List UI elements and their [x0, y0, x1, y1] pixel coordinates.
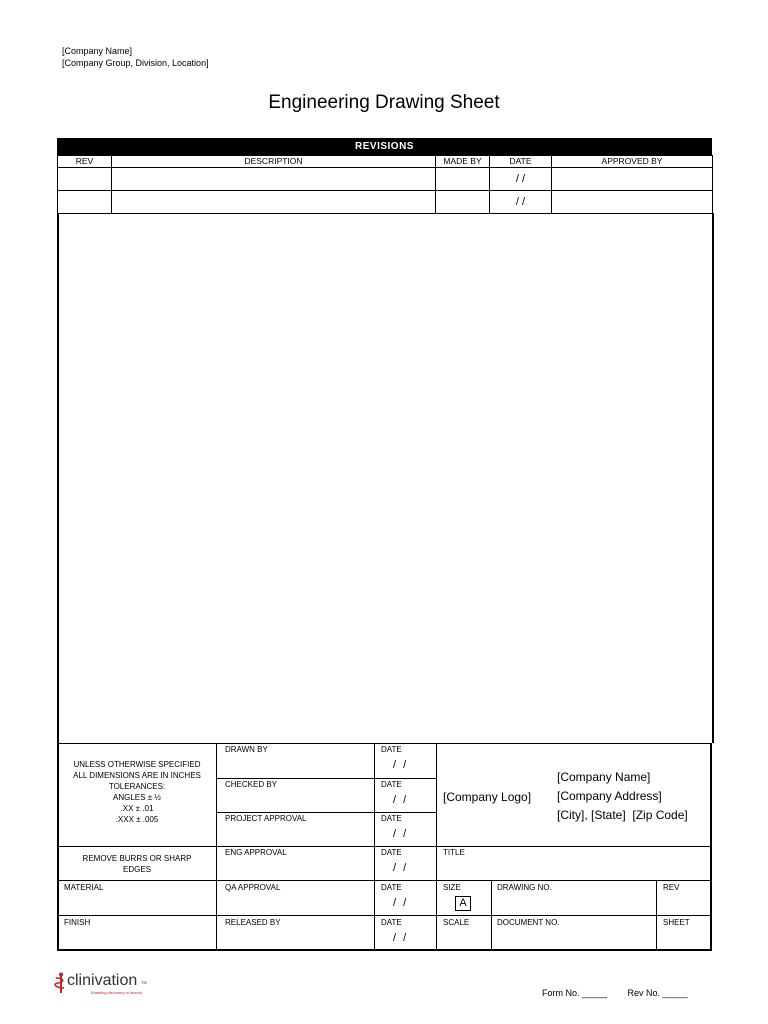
released-by-label: RELEASED BY: [225, 918, 281, 927]
form-number: Form No. _____: [542, 988, 608, 998]
rev-label: REV: [663, 883, 680, 892]
description-cell[interactable]: [112, 168, 436, 191]
drawn-by-label: DRAWN BY: [225, 745, 268, 754]
col-made-by: MADE BY: [436, 156, 490, 168]
company-group: [Company Group, Division, Location]: [62, 58, 209, 68]
brand-tm: TM: [141, 980, 147, 985]
date-field[interactable]: / /: [393, 897, 409, 909]
col-date: DATE: [490, 156, 552, 168]
col-approved-by: APPROVED BY: [552, 156, 713, 168]
date-field[interactable]: / /: [393, 794, 409, 806]
date-label: DATE: [381, 814, 402, 823]
size-value: A: [455, 896, 471, 911]
date-cell[interactable]: / /: [490, 168, 552, 191]
approved-by-cell[interactable]: [552, 191, 713, 214]
company-name-block: [Company Name]: [557, 770, 651, 784]
company-name: [Company Name]: [62, 46, 133, 56]
brand-tagline: Enabling discovery to launch: [91, 990, 142, 995]
date-cell[interactable]: / /: [490, 191, 552, 214]
scale-label: SCALE: [443, 918, 470, 927]
date-field[interactable]: / /: [393, 862, 409, 874]
col-description: DESCRIPTION: [112, 156, 436, 168]
sheet-label: SHEET: [663, 918, 690, 927]
qa-approval-label: QA APPROVAL: [225, 883, 281, 892]
col-rev: REV: [58, 156, 112, 168]
date-label: DATE: [381, 848, 402, 857]
date-label: DATE: [381, 745, 402, 754]
table-row: [58, 191, 713, 214]
company-address-block: [Company Address]: [557, 789, 662, 803]
document-no-label: DOCUMENT NO.: [497, 918, 560, 927]
project-approval-label: PROJECT APPROVAL: [225, 814, 307, 823]
made-by-cell[interactable]: [436, 191, 490, 214]
date-field[interactable]: / /: [393, 828, 409, 840]
title-block: [57, 743, 712, 951]
table-row: [58, 168, 713, 191]
date-label: DATE: [381, 918, 402, 927]
burrs-note: REMOVE BURRS OR SHARP EDGES: [82, 854, 192, 874]
rev-number: Rev No. _____: [627, 988, 688, 998]
revisions-title: REVISIONS: [57, 138, 712, 155]
form-rev-numbers: [542, 988, 688, 998]
date-label: DATE: [381, 780, 402, 789]
date-field[interactable]: / /: [393, 932, 409, 944]
description-cell[interactable]: [112, 191, 436, 214]
company-logo-placeholder: [Company Logo]: [443, 790, 532, 804]
finish-label: FINISH: [64, 918, 91, 927]
revisions-header-row: [58, 156, 713, 168]
drawing-area[interactable]: [57, 213, 714, 743]
revisions-table: [57, 155, 713, 214]
drawing-no-label: DRAWING NO.: [497, 883, 552, 892]
title-label: TITLE: [443, 848, 465, 857]
tolerance-note: UNLESS OTHERWISE SPECIFIED ALL DIMENSIONS ARE IN INCHES TOLERANCES: ANGLES ± ½ .XX ± .01 .XXX ± .005: [73, 760, 201, 824]
rev-cell[interactable]: [58, 168, 112, 191]
rev-cell[interactable]: [58, 191, 112, 214]
made-by-cell[interactable]: [436, 168, 490, 191]
brand-name: clinivation: [67, 972, 138, 989]
page-title: Engineering Drawing Sheet: [268, 92, 500, 113]
company-city-block: [City], [State] [Zip Code]: [557, 808, 688, 822]
size-label: SIZE: [443, 883, 461, 892]
approved-by-cell[interactable]: [552, 168, 713, 191]
date-field[interactable]: / /: [393, 759, 409, 771]
material-label: MATERIAL: [64, 883, 104, 892]
checked-by-label: CHECKED BY: [225, 780, 278, 789]
date-label: DATE: [381, 883, 402, 892]
clinivation-logo: [53, 972, 163, 1002]
eng-approval-label: ENG APPROVAL: [225, 848, 287, 857]
